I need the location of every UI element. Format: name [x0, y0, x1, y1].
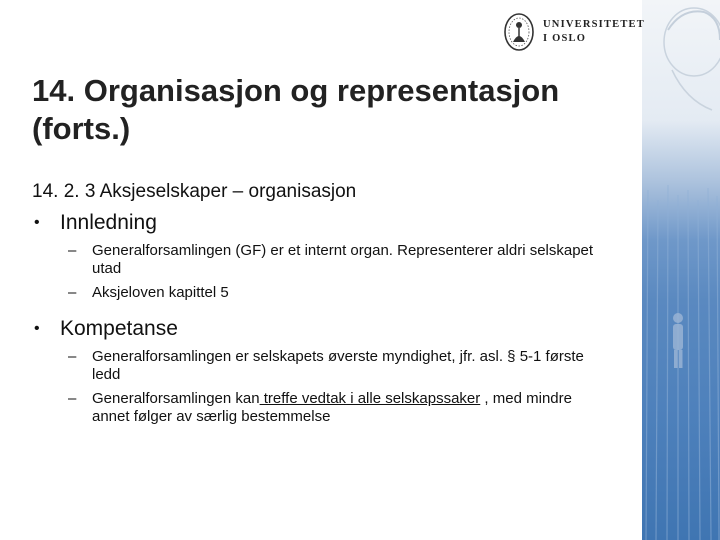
sub-list [68, 242, 632, 302]
dash-icon: – [68, 242, 77, 259]
underlined-phrase: treffe vedtak i alle selskapssaker [259, 390, 481, 407]
sub-item [68, 348, 632, 384]
sub-item-text: Generalforsamlingen er selskapets øverste myndighet, jfr. asl. § 5-1 første ledd [92, 348, 584, 383]
slide-title: 14. Organisasjon og representasjon (forts.) [32, 73, 560, 146]
bullet-dot-icon: • [34, 214, 40, 231]
bullet-item [32, 210, 632, 236]
dash-icon: – [68, 348, 77, 365]
sub-item [68, 242, 632, 278]
logo-line-2: I OSLO [543, 33, 587, 44]
dash-icon: – [68, 284, 77, 301]
sub-item-text-before: Generalforsamlingen kan [92, 390, 260, 407]
band-artwork [642, 0, 720, 540]
sculpture-head-outline [664, 8, 720, 76]
sub-item-text-after: , med mindre annet følger av særlig bestemmelse [92, 390, 572, 425]
dash-icon: – [68, 390, 77, 407]
bullet-item [32, 316, 632, 342]
decorative-band [642, 0, 720, 540]
logo-line-1: UNIVERSITETET [543, 19, 645, 30]
sub-item [68, 390, 632, 426]
sub-list [68, 348, 632, 426]
bullet-dot-icon: • [34, 320, 40, 337]
bullet-label: Innledning [60, 211, 157, 234]
logo-wordmark [543, 18, 645, 46]
section-heading: 14. 2. 3 Aksjeselskaper – organisasjon [32, 181, 357, 202]
sub-item-text: Aksjeloven kapittel 5 [92, 284, 229, 301]
bullet-label: Kompetanse [60, 317, 178, 340]
university-logo [503, 12, 645, 52]
sub-item [68, 284, 632, 302]
university-seal-icon [503, 12, 535, 52]
sub-item-text: Generalforsamlingen (GF) er et internt organ. Representerer aldri selskapet utad [92, 242, 594, 277]
sub-item-text [92, 390, 612, 426]
slide-content [32, 180, 632, 440]
